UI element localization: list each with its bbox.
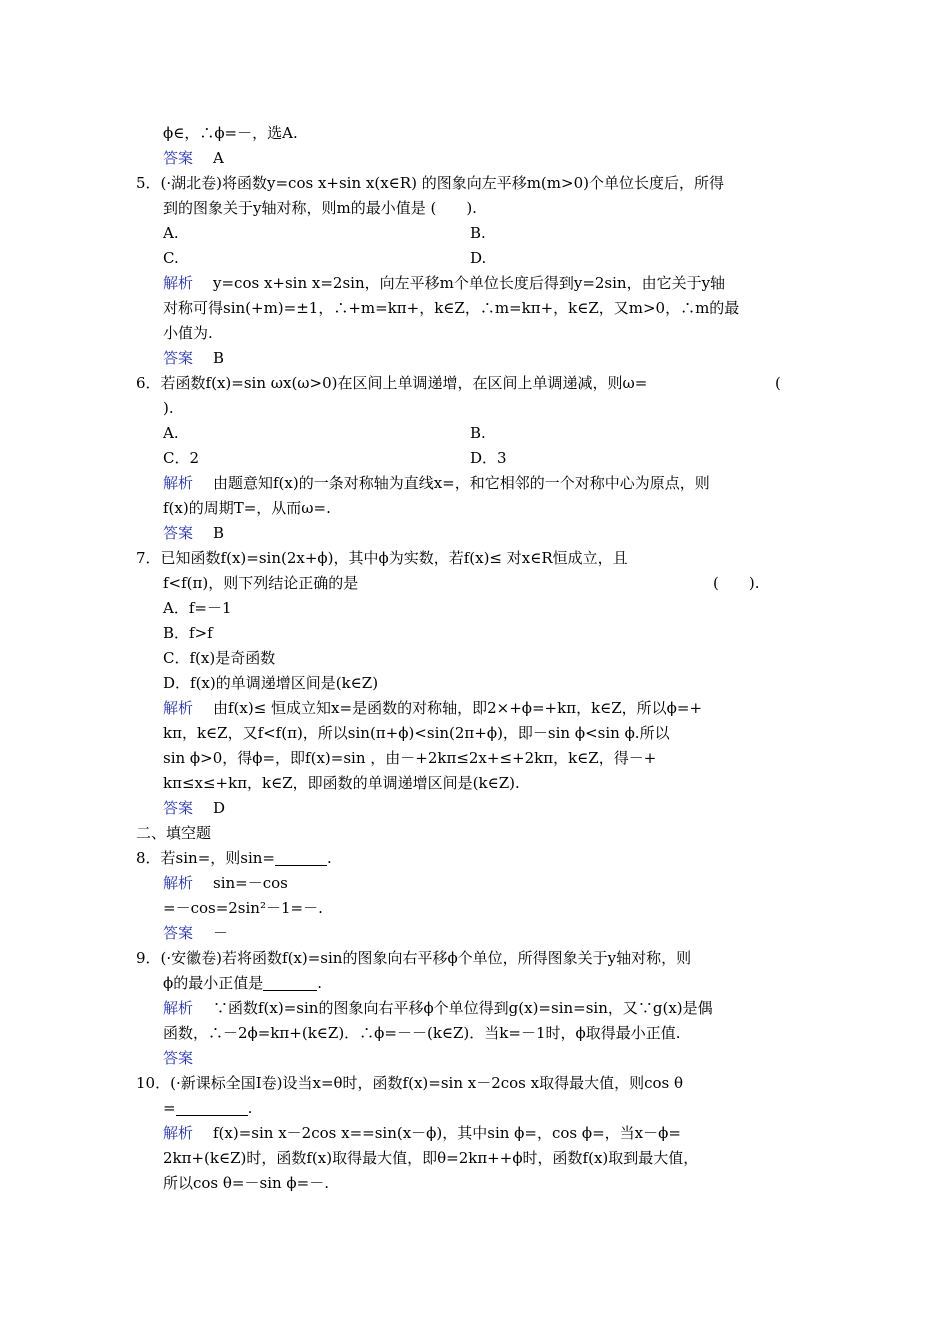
text-segment: ( [775,374,781,392]
text-segment: y=cos x+sin x=2sin，向左平移m个单位长度后得到y=2sin，由它关于y轴 [213,274,726,292]
fill-in-blank[interactable] [176,1099,248,1116]
text-segment: ). [163,399,174,417]
text-line [0,696,950,721]
text-segment: 由题意知f(x)的一条对称轴为直线x=，和它相邻的一个对称中心为原点，则 [213,474,710,492]
answer-label: 解析 [163,474,194,492]
answer-label: 解析 [163,274,194,292]
text-segment: D．3 [470,449,507,467]
text-line [0,321,950,346]
text-segment: C. [163,249,179,267]
answer-label: 答案 [163,349,194,367]
text-line [0,1121,950,1146]
text-segment: 函数，∴－2ϕ=kπ+(k∈Z)．∴ϕ=－－(k∈Z)．当k=－1时，ϕ取得最小正值. [163,1024,681,1042]
text-segment: f<f(π)，则下列结论正确的是 [163,574,359,592]
text-segment: 9．(·安徽卷)若将函数f(x)=sin的图象向右平移ϕ个单位，所得图象关于y轴对称，则 [136,949,692,967]
answer-label: 答案 [163,799,194,817]
text-line [0,796,950,821]
text-segment: D．f(x)的单调递增区间是(k∈Z) [163,674,379,692]
text-segment: 6．若函数f(x)=sin ωx(ω>0)在区间上单调递增，在区间上单调递减，则ω= [136,374,648,392]
text-segment: A. [163,424,179,442]
text-line [0,371,950,396]
fill-in-blank[interactable] [275,849,327,866]
text-segment: A．f=－1 [163,599,232,617]
text-segment: D [213,799,226,817]
text-line [0,946,950,971]
text-segment: B [213,349,225,367]
text-segment: 对称可得sin(+m)=±1，∴+m=kπ+，k∈Z，∴m=kπ+，k∈Z，又m>0，∴m的最 [163,299,740,317]
text-line [0,546,950,571]
text-segment: kπ，k∈Z，又f<f(π)，所以sin(π+ϕ)<sin(2π+ϕ)，即－sin ϕ<sin ϕ.所以 [163,724,670,742]
text-segment: 小值为. [163,324,213,342]
text-segment: ( ). [713,574,760,592]
text-segment: ϕ的最小正值是 . [163,974,323,992]
text-segment: f(x)的周期T=，从而ω=. [163,499,331,517]
answer-label: 答案 [163,924,194,942]
text-segment: 到的图象关于y轴对称，则m的最小值是 ( ). [163,199,477,217]
text-line [0,1171,950,1196]
text-segment: 5．(·湖北卷)将函数y=cos x+sin x(x∈R) 的图象向左平移m(m>0)个单位长度后，所得 [136,174,724,192]
text-segment: A. [163,224,179,242]
text-segment: 二、填空题 [136,824,212,842]
text-line [0,296,950,321]
text-segment: ϕ∈，∴ϕ=－，选A. [163,124,298,142]
text-line [0,646,950,671]
text-segment: ∵函数f(x)=sin的图象向右平移ϕ个单位得到g(x)=sin=sin，又∵g(x)是偶 [213,999,713,1017]
text-segment: 2kπ+(k∈Z)时，函数f(x)取得最大值，即θ=2kπ++ϕ时，函数f(x)取到最大值， [163,1149,699,1167]
text-segment: B [213,524,225,542]
text-segment: C．f(x)是奇函数 [163,649,276,667]
text-line [0,746,950,771]
text-segment: sin ϕ>0，得ϕ=，即f(x)=sin ，由－+2kπ≤2x+≤+2kπ，k∈Z，得－+ [163,749,657,767]
text-line [0,346,950,371]
text-line [0,671,950,696]
text-line [0,896,950,921]
text-line [0,1021,950,1046]
text-segment: D. [470,249,487,267]
text-line [0,871,950,896]
text-segment: sin=－cos [213,874,288,892]
fill-in-blank[interactable] [263,974,317,991]
text-line [0,496,950,521]
text-segment: B. [470,424,486,442]
text-line [0,996,950,1021]
text-segment: f(x)=sin x－2cos x==sin(x－ϕ)，其中sin ϕ=，cos ϕ=，当x－ϕ= [213,1124,681,1142]
text-line [0,421,950,446]
text-line [0,771,950,796]
text-segment: = . [163,1099,253,1117]
text-line [0,921,950,946]
text-line [0,221,950,246]
text-line [0,721,950,746]
text-line [0,146,950,171]
answer-label: 解析 [163,999,194,1017]
text-line [0,846,950,871]
text-segment: － [213,924,229,942]
text-line [0,621,950,646]
text-segment: B．f>f [163,624,213,642]
text-segment: 10．(·新课标全国Ⅰ卷)设当x=θ时，函数f(x)=sin x－2cos x取得最大值，则cos θ [136,1074,684,1092]
text-segment: B. [470,224,486,242]
text-line [0,171,950,196]
text-line [0,1046,950,1071]
answer-label: 解析 [163,874,194,892]
answer-label: 答案 [163,524,194,542]
text-line [0,246,950,271]
text-line [0,1146,950,1171]
text-line [0,596,950,621]
text-line [0,1096,950,1121]
text-segment: 由f(x)≤ 恒成立知x=是函数的对称轴，即2×+ϕ=+kπ，k∈Z，所以ϕ=+ [213,699,703,717]
text-segment: kπ≤x≤+kπ，k∈Z，即函数的单调递增区间是(k∈Z). [163,774,520,792]
text-line [0,446,950,471]
text-segment: C．2 [163,449,200,467]
text-segment: =－cos=2sin²－1=－. [163,899,323,917]
text-segment: 8．若sin=，则sin= . [136,849,332,867]
text-segment: A [213,149,224,167]
text-line [0,821,950,846]
text-segment: 所以cos θ=－sin ϕ=－. [163,1174,329,1192]
text-line [0,971,950,996]
text-line [0,196,950,221]
answer-label: 解析 [163,699,194,717]
text-line [0,471,950,496]
answer-label: 解析 [163,1124,194,1142]
text-line [0,271,950,296]
text-line [0,521,950,546]
text-line [0,121,950,146]
text-segment: 7．已知函数f(x)=sin(2x+ϕ)，其中ϕ为实数，若f(x)≤ 对x∈R恒成立，且 [136,549,628,567]
text-line [0,1071,950,1096]
answer-label: 答案 [163,149,194,167]
answer-label: 答案 [163,1049,194,1067]
text-line [0,571,950,596]
text-line [0,396,950,421]
